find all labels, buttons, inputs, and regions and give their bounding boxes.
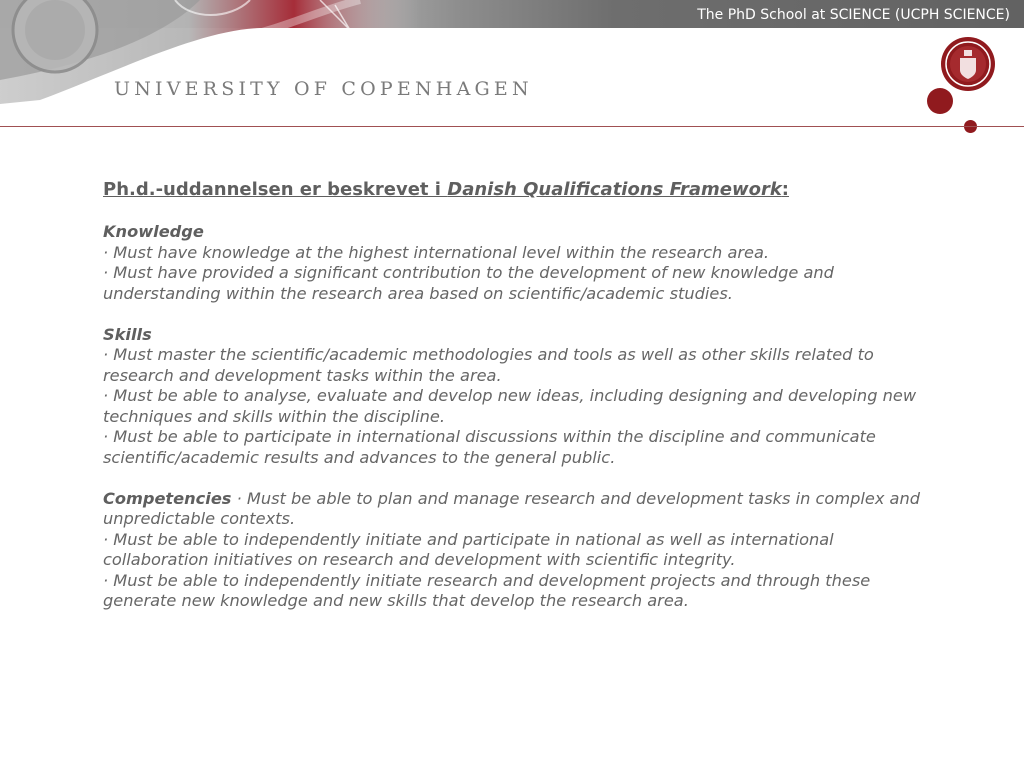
section-knowledge bbox=[103, 222, 933, 304]
list-item: · Must have knowledge at the highest international level within the research area. bbox=[103, 242, 770, 262]
list-item: · Must be able to participate in international discussions within the discipline and communicate scientific/academic results and advances to the general public. bbox=[103, 427, 876, 467]
list-item: · Must be able to analyse, evaluate and develop new ideas, including designing and developing new techniques and skills within the discipline. bbox=[103, 386, 917, 426]
heading-suffix: : bbox=[781, 179, 789, 200]
section-title: Competencies bbox=[103, 488, 232, 508]
section-title: Knowledge bbox=[103, 222, 204, 241]
section-lead: · Must be able to plan and manage research and development tasks in complex and unpredictable contexts. bbox=[103, 488, 920, 528]
list-item: · Must be able to independently initiate and participate in national as well as international collaboration initiatives on research and development with scientific integrity. bbox=[103, 529, 834, 569]
heading-italic: Danish Qualifications Framework bbox=[447, 179, 782, 200]
list-item: · Must be able to independently initiate research and development projects and through these generate new knowledge and new skills that develop the research area. bbox=[103, 570, 871, 610]
slide-heading bbox=[103, 178, 933, 202]
decorative-dot-large bbox=[927, 88, 953, 114]
heading-prefix: Ph.d.-uddannelsen er beskrevet i bbox=[103, 179, 448, 200]
top-bar-title: The PhD School at SCIENCE (UCPH SCIENCE) bbox=[697, 7, 1010, 23]
university-seal-icon bbox=[940, 36, 996, 92]
section-competencies bbox=[103, 489, 933, 612]
section-skills bbox=[103, 325, 933, 469]
slide-content bbox=[103, 178, 933, 632]
list-item: · Must master the scientific/academic methodologies and tools as well as other skills related to research and development tasks within the area. bbox=[103, 345, 874, 385]
header-divider bbox=[0, 126, 1024, 127]
university-name: UNIVERSITY OF COPENHAGEN bbox=[114, 78, 533, 100]
section-title: Skills bbox=[103, 324, 152, 344]
list-item: · Must have provided a significant contribution to the development of new knowledge and understanding within the research area based on scientific/academic studies. bbox=[103, 263, 834, 303]
